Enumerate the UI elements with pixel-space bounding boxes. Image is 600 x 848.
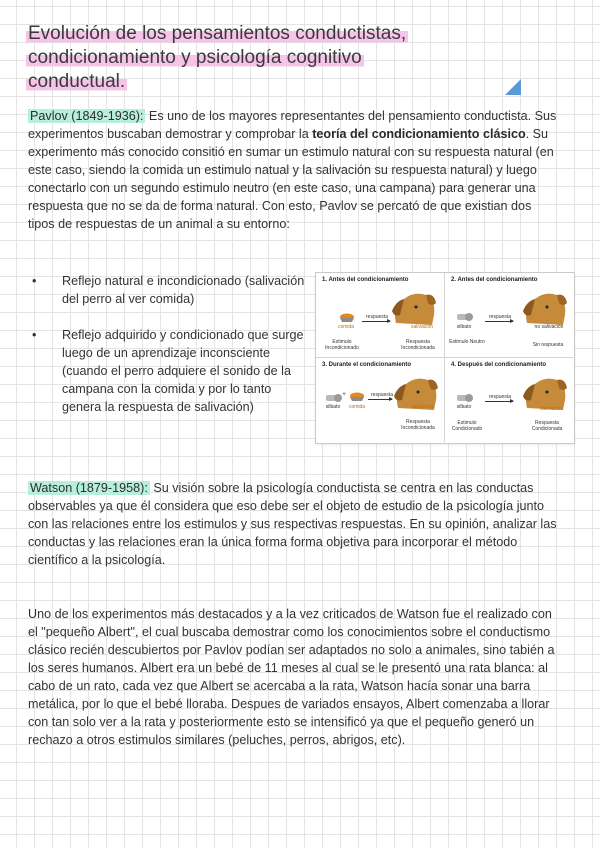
whistle-label: silbato: [325, 404, 341, 410]
figure-panel-1: [316, 273, 445, 358]
stimulus-label: Estimulo Incondicionado: [325, 339, 359, 351]
arrow-label: respuesta: [371, 392, 393, 398]
pavlov-conditioning-figure: [315, 272, 575, 444]
whistle-label: silbato: [456, 404, 472, 410]
panel-title: 2. Antes del condicionamiento: [451, 277, 538, 283]
panel-title: 3. Durante el condicionamiento: [322, 362, 412, 368]
reflex-list: [30, 272, 310, 416]
panel-title: 1. Antes del condicionamiento: [322, 277, 409, 283]
pavlov-bold-term: teoría del condicionamiento clásico: [312, 127, 526, 141]
plus-sign: +: [341, 391, 347, 398]
arrow-label: respuesta: [489, 314, 511, 320]
whistle-icon: [455, 392, 475, 404]
arrow-icon: [485, 401, 513, 402]
response-label: Respuesta Condicionada: [531, 420, 563, 432]
list-item: [30, 272, 310, 308]
title-line-3: conductual.: [28, 71, 126, 92]
result-label: salivación: [411, 324, 433, 330]
arrow-icon: [485, 321, 513, 322]
page-title: [26, 22, 506, 94]
pavlov-text-a: Es uno de los mayores representantes del pensamiento conductista. Sus experimentos buscaban demostrar y comprobar la: [28, 109, 557, 141]
bullet-icon: •: [32, 328, 37, 342]
arrow-label: respuesta: [489, 394, 511, 400]
dog-icon: [517, 287, 569, 327]
watson-paragraph: [28, 479, 558, 569]
response-label: Respuesta Incondicionada: [401, 339, 435, 351]
dog-icon: [386, 287, 438, 327]
list-item-text: Reflejo natural e incondicionado (salivación del perro al ver comida): [62, 274, 305, 306]
result-label: salivación: [540, 406, 562, 412]
albert-paragraph: Uno de los experimentos más destacados y a la vez criticados de Watson fue el realizado con el "pequeño Albert", el cual buscaba demostrar como los conocimientos sobre el conductismo clásico recién descubiertos por Pavlov podían ser adaptados no solo a animales, sino tabién a los seres humanos. Albert era un bebé de 11 meses al cual se le presentó una rata blanca: al cabo de un rato, cada vez que Albert se acercaba a la rata, Watson hacía sonar una barra metálica, por lo que el bebé lloraba. Despues de variados ensayos, Albert comenzaba a llorar con tan solo ver a la rata y posteriormente esto se intensificó ya que el pequeño generó un rechazo a otros estimulos similares (peluches, perros, abrigos, etc).: [28, 607, 555, 747]
whistle-icon: [455, 311, 475, 323]
food-bowl-icon: [338, 313, 356, 323]
stimulus-label: Estimulo Condicionado: [451, 420, 483, 432]
food-label: comida: [348, 404, 366, 410]
pavlov-text-b: . Su experimento más conocido consitió en sumar un estimulo natural con su respuesta natural (en este caso, siendo la comida un estimulo natual y la salivación su respuesta natural) y luego conectarlo con un segundo estimulo neutro (en este caso, una campana) para generar una respuesta que no se da de forma natural. Con esto, Pavlov se percató de que existian dos tipos de respuestas de un animal a su entorno:: [28, 127, 554, 231]
pavlov-paragraph: [28, 107, 558, 233]
figure-panel-2: [445, 273, 573, 358]
pavlov-name: Pavlov (1849-1936):: [30, 109, 144, 123]
list-item: [30, 326, 310, 416]
arrow-label: respuesta: [366, 314, 388, 320]
stimulus-label: Estimulo Neutro: [449, 339, 485, 345]
bullet-icon: •: [32, 274, 37, 288]
title-line-2: condicionamiento y psicología cognitivo: [28, 47, 362, 68]
figure-panel-4: [445, 358, 573, 442]
corner-triangle-icon: [505, 79, 521, 95]
watson-text: Su visión sobre la psicología conductista se centra en las conductas observables ya que él considera que eso debe ser el objeto de estudio de la psicología junto con las relaciones entre los estimulos y sus respectivas respuestas. En su opinión, analizar las conductas y las relaciones eran la única forma forma objetiva para incorporar el método científico a la psicología.: [28, 481, 557, 567]
title-line-1: Evolución de los pensamientos conductistas,: [28, 23, 407, 44]
response-label: Respuesta Incondicionada: [401, 419, 435, 431]
figure-panel-3: [316, 358, 445, 442]
food-bowl-icon: [348, 392, 366, 402]
arrow-icon: [368, 399, 392, 400]
result-label: no salivación: [534, 324, 564, 330]
whistle-label: silbato: [456, 324, 472, 330]
result-label: salivación: [411, 404, 433, 410]
list-item-text: Reflejo adquirido y condicionado que surge luego de un aprendizaje inconsciente (cuando el perro adquiere el sonido de la campana con la comida y por lo tanto genera la respuesta de salivación): [62, 328, 304, 414]
panel-title: 4. Después del condicionamiento: [451, 362, 547, 368]
watson-name: Watson (1879-1958):: [30, 481, 148, 495]
response-label: Sin respuesta: [532, 342, 564, 348]
food-label: comida: [337, 324, 355, 330]
arrow-icon: [362, 321, 390, 322]
